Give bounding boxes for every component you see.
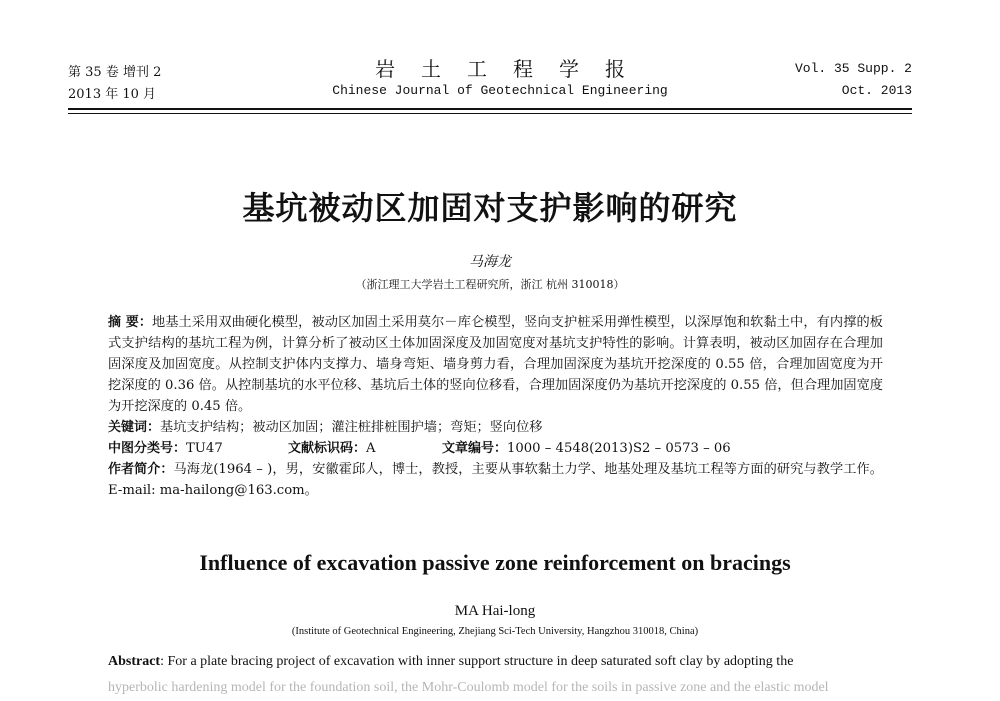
header-rule-thick bbox=[68, 108, 912, 110]
header-issue-info bbox=[68, 62, 161, 106]
doc-code-value: A bbox=[366, 441, 376, 456]
keywords-cn bbox=[108, 417, 883, 438]
volume-en: Vol. 35 Supp. 2 bbox=[794, 61, 912, 76]
clc-label: 中图分类号： bbox=[108, 441, 187, 456]
abstract-block-cn bbox=[108, 312, 883, 501]
abstract-en bbox=[108, 649, 883, 701]
header-volume-info bbox=[795, 58, 912, 102]
author-en: MA Hai-long bbox=[454, 603, 536, 619]
abstract-en-line2: hyperbolic hardening model for the foundation soil, the Mohr-Coulomb model for the soils in passive zone and the elastic model bbox=[108, 680, 829, 695]
article-number-value: 1000 – 4548(2013)S2 – 0573 – 06 bbox=[507, 441, 731, 456]
abstract-en-text: : For a plate bracing project of excavation with inner support structure in deep saturated soft clay by adopting the bbox=[160, 654, 794, 669]
paper-title-en: Influence of excavation passive zone reinforcement on bracings bbox=[199, 550, 791, 575]
clc-value: TU47 bbox=[186, 441, 223, 456]
classification-row bbox=[108, 438, 883, 459]
article-number-label: 文章编号： bbox=[442, 441, 508, 456]
volume-cn: 第 35 卷 增刊 2 bbox=[68, 65, 162, 80]
affiliation-cn: （浙江理工大学岩土工程研究所，浙江 杭州 310018） bbox=[355, 278, 625, 291]
author-bio-label: 作者简介： bbox=[108, 462, 174, 477]
date-cn: 2013 年 10 月 bbox=[68, 87, 157, 102]
abstract-cn bbox=[108, 312, 883, 417]
journal-title-cn: 岩土工程学报 bbox=[375, 57, 651, 81]
article-number-group bbox=[442, 438, 731, 459]
header-rule-thin bbox=[68, 113, 912, 114]
clc-group bbox=[108, 438, 288, 459]
journal-title-en: Chinese Journal of Geotechnical Engineering bbox=[332, 83, 668, 98]
affiliation-en: (Institute of Geotechnical Engineering, Zhejiang Sci-Tech University, Hangzhou 310018, China) bbox=[291, 626, 699, 637]
keywords-label: 关键词： bbox=[108, 420, 161, 435]
author-cn: 马海龙 bbox=[469, 254, 511, 270]
keywords-text: 基坑支护结构；被动区加固；灌注桩排桩围护墙；弯矩；竖向位移 bbox=[160, 420, 543, 435]
doc-code-group bbox=[288, 438, 442, 459]
author-bio-text: 马海龙(1964 – )，男，安徽霍邱人，博士，教授，主要从事软黏土力学、地基处理及基坑工程等方面的研究与教学工作。E-mail: ma-hailong@163.com。 bbox=[108, 462, 883, 498]
abstract-en-line1 bbox=[108, 649, 883, 675]
header-journal bbox=[300, 56, 700, 100]
paper-title-cn: 基坑被动区加固对支护影响的研究 bbox=[242, 189, 738, 227]
author-bio bbox=[108, 459, 883, 501]
doc-code-label: 文献标识码： bbox=[288, 441, 367, 456]
abstract-cn-text: 地基土采用双曲硬化模型，被动区加固土采用莫尔－库仑模型，竖向支护桩采用弹性模型，以深厚饱和软黏土中，有内撑的板式支护结构的基坑工程为例，计算分析了被动区土体加固深度及加固宽度对基坑支护特性的影响。计算表明，被动区加固存在合理加固深度及加固宽度。从控制支护体内支撑力、墙身弯矩、墙身剪力看，合理加固深度为基坑开挖深度的 0.55 倍，合理加固宽度为开挖深度的 0.36 倍。从控制基坑的水平位移、基坑后土体的竖向位移看，合理加固深度仍为基坑开挖深度的 0.55 倍，但合理加固宽度为开挖深度的 0.45 倍。 bbox=[108, 315, 883, 414]
date-en: Oct. 2013 bbox=[841, 83, 912, 98]
abstract-cn-label: 摘 要： bbox=[108, 315, 152, 330]
abstract-en-label: Abstract bbox=[108, 654, 161, 669]
